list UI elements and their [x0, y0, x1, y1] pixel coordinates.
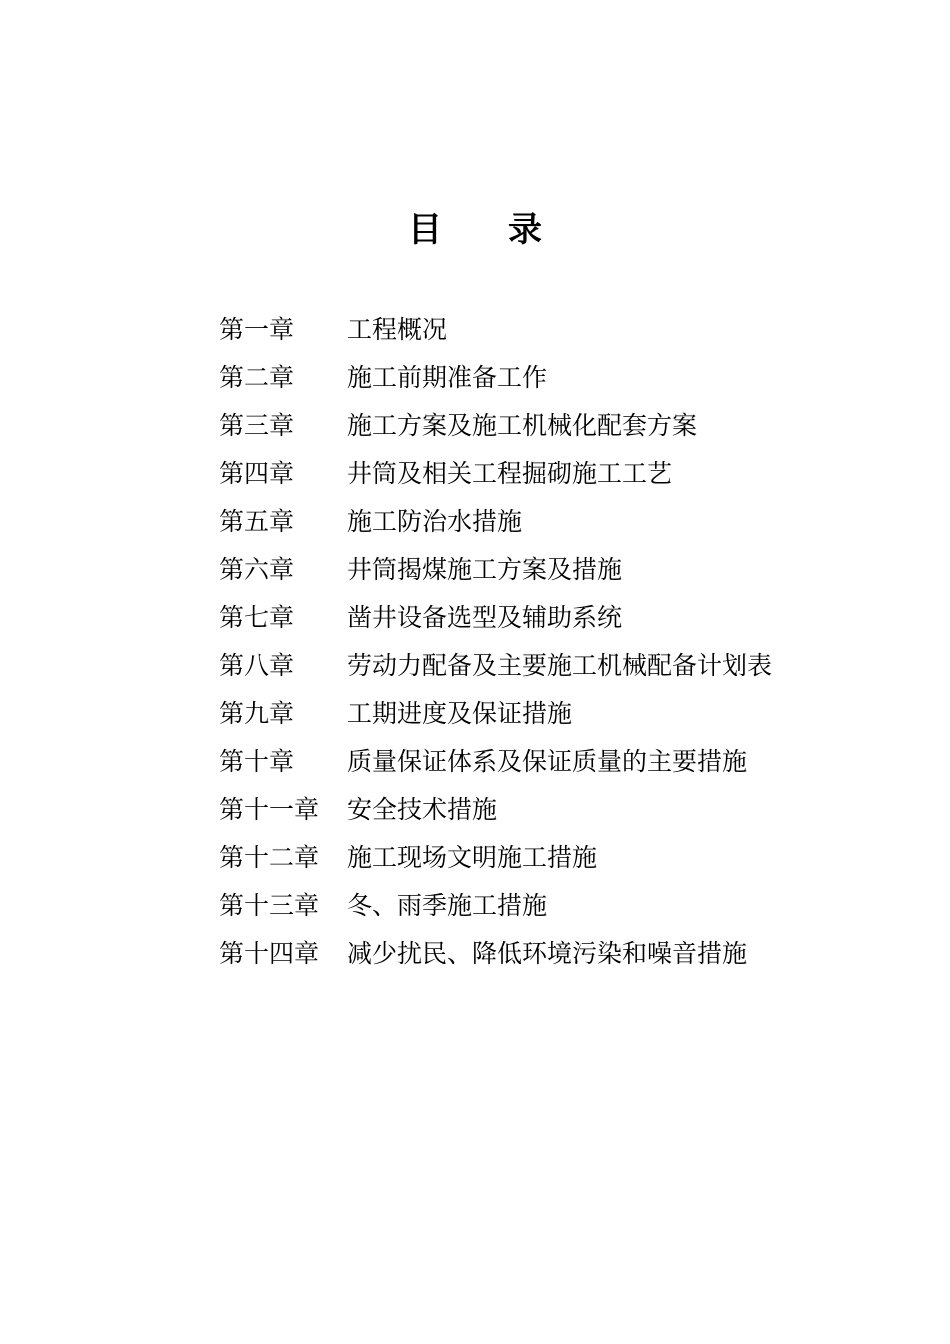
title-char-2: 录: [508, 210, 542, 250]
chapter-number: 第五章: [219, 507, 295, 536]
chapter-number: 第一章: [219, 315, 295, 344]
chapter-title: 施工现场文明施工措施: [347, 843, 598, 872]
chapter-number: 第四章: [219, 459, 295, 488]
toc-item[interactable]: [219, 834, 859, 882]
chapter-title: 施工防治水措施: [347, 507, 523, 536]
toc-item[interactable]: [219, 354, 859, 402]
toc-item[interactable]: [219, 690, 859, 738]
chapter-number: 第三章: [219, 411, 295, 440]
toc-item[interactable]: [219, 642, 859, 690]
chapter-title: 工程概况: [347, 315, 448, 344]
toc-item[interactable]: [219, 738, 859, 786]
chapter-title: 凿井设备选型及辅助系统: [347, 603, 623, 632]
chapter-number: 第七章: [219, 603, 295, 632]
chapter-title: 劳动力配备及主要施工机械配备计划表: [347, 651, 773, 680]
chapter-number: 第九章: [219, 699, 295, 728]
chapter-number: 第六章: [219, 555, 295, 584]
table-of-contents: [219, 306, 859, 978]
chapter-title: 冬、雨季施工措施: [347, 891, 548, 920]
chapter-number: 第二章: [219, 363, 295, 392]
toc-item[interactable]: [219, 450, 859, 498]
chapter-title: 施工前期准备工作: [347, 363, 548, 392]
chapter-title: 井筒及相关工程掘砌施工工艺: [347, 459, 673, 488]
chapter-title: 减少扰民、降低环境污染和噪音措施: [347, 939, 748, 968]
title-char-1: 目: [408, 210, 442, 250]
toc-item[interactable]: [219, 306, 859, 354]
toc-item[interactable]: [219, 882, 859, 930]
toc-item[interactable]: [219, 498, 859, 546]
chapter-title: 质量保证体系及保证质量的主要措施: [347, 747, 748, 776]
chapter-number: 第八章: [219, 651, 295, 680]
chapter-number: 第十三章: [219, 891, 320, 920]
chapter-title: 安全技术措施: [347, 795, 498, 824]
chapter-number: 第十章: [219, 747, 295, 776]
toc-item[interactable]: [219, 786, 859, 834]
chapter-title: 施工方案及施工机械化配套方案: [347, 411, 698, 440]
toc-item[interactable]: [219, 930, 859, 978]
chapter-title: 井筒揭煤施工方案及措施: [347, 555, 623, 584]
toc-item[interactable]: [219, 594, 859, 642]
chapter-number: 第十二章: [219, 843, 320, 872]
chapter-title: 工期进度及保证措施: [347, 699, 573, 728]
chapter-number: 第十一章: [219, 795, 320, 824]
page-title: [0, 206, 950, 254]
toc-item[interactable]: [219, 546, 859, 594]
toc-item[interactable]: [219, 402, 859, 450]
chapter-number: 第十四章: [219, 939, 320, 968]
